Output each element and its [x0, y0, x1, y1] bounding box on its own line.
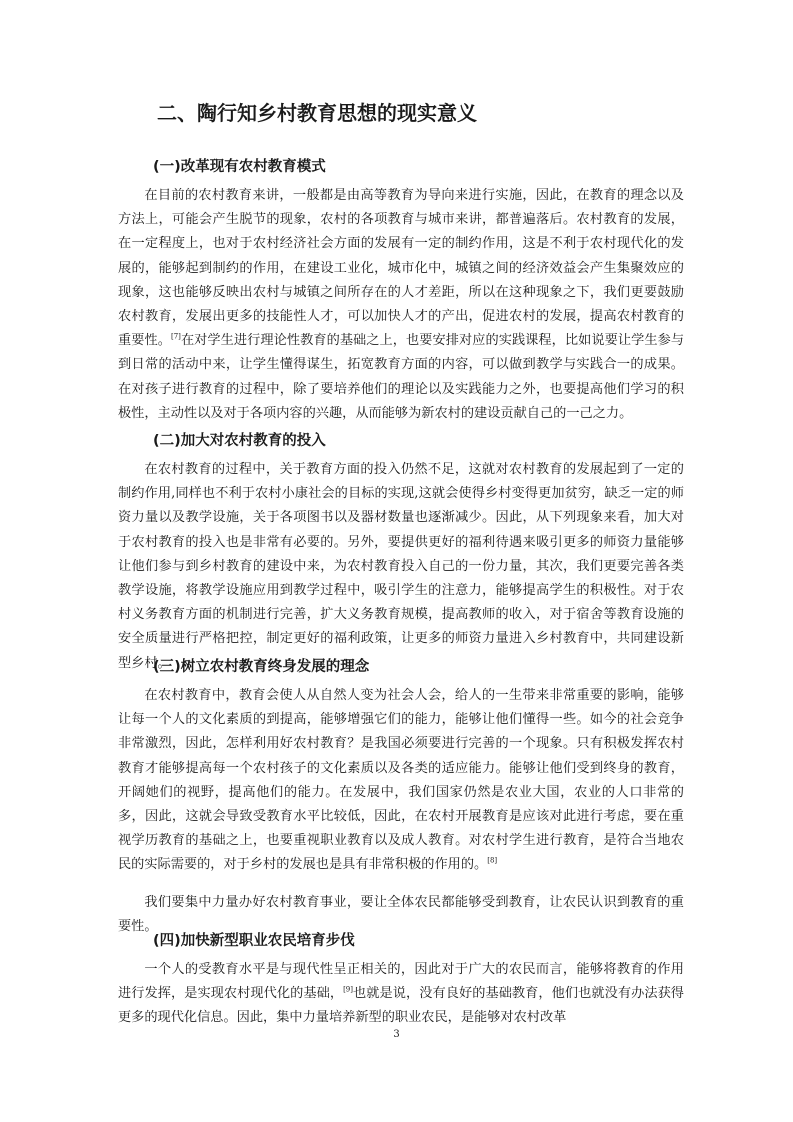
section-1 — [118, 156, 684, 439]
paragraph-text: 在农村教育中，教育会使人从自然人变为社会人会，给人的一生带来非常重要的影响，能够让每一个人的文化素质的到提高，能够增强它们的能力，能够让他们懂得一些。如今的社会竞争非常激烈，因此，怎样利用好农村教育？是我国必须要进行完善的一个现象。只有积极发挥农村教育才能够提高每一个农村孩子的文化素质以及各类的适应能力。能够让他们受到终身的教育，开阔她们的视野，提高他们的能力。在发展中，我们国家仍然是农业大国，农业的人口非常的多，因此，这就会导致受教育水平比较低，因此，在农村开展教育是应该对此进行考虑，要在重视学历教育的基础之上，也要重视职业教育以及成人教育。对农村学生进行教育，是符合当地农民的实际需要的，对于乡村的发展也是具有非常积极的作用的。 — [118, 688, 684, 873]
paragraph — [118, 684, 684, 878]
section-heading: (三)树立农村教育终身发展的理念 — [153, 659, 370, 675]
citation-ref: [9] — [343, 985, 353, 994]
paragraph — [118, 458, 684, 676]
section-4 — [118, 930, 684, 1044]
section-heading: (四)加快新型职业农民培育步伐 — [153, 933, 355, 949]
citation-ref: [8] — [487, 857, 498, 866]
paragraph-text: 在农村教育的过程中，关于教育方面的投入仍然不足，这就对农村教育的发展起到了一定的制约作用,同样也不利于农村小康社会的目标的实现,这就会使得乡村变得更加贫穷，缺乏一定的师资力量以及教学设施，关于各项图书以及器材数量也逐渐减少。因此，从下列现象来看，加大对于农村教育的投入也是非常有必要的。另外，要提供更好的福利待遇来吸引更多的师资力量能够让他们参与到乡村教育的建设中来，为农村教育投入自己的一份力量，其次，我们更要完善各类教学设施，将教学设施应用到教学过程中，吸引学生的注意力，能够提高学生的积极性。对于农村义务教育方面的机制进行完善，扩大义务教育规模，提高教师的收入，对于宿舍等教育设施的安全质量进行严格把控，制定更好的福利政策，让更多的师资力量进入乡村教育中，共同建设新型乡村。 — [118, 462, 684, 671]
paragraph-text: 在对学生进行理论性教育的基础之上，也要安排对应的实践课程，比如说要让学生参与到日常的活动中来，让学生懂得谋生，拓宽教育方面的内容，可以做到教学与实践合一的成果。在对孩子进行教育的过程中，除了要培养他们的理论以及实践能力之外，也要提高他们学习的积极性，主动性以及对于各项内容的兴趣，从而能够为新农村的建设贡献自己的一己之力。 — [118, 333, 685, 421]
paragraph-text: 在目前的农村教育来讲，一般都是由高等教育为导向来进行实施，因此，在教育的理念以及方法上，可能会产生脱节的现象，农村的各项教育与城市来讲，都普遍落后。农村教育的发展，在一定程度上，也对于农村经济社会方面的发展有一定的制约作用，这是不利于农村现代化的发展的，能够起到制约的作用，在建设工业化，城市化中，城镇之间的经济效益会产生集聚效应的现象，这也能够反映出农村与城镇之间所存在的人才差距，所以在这种现象之下，我们更要鼓励农村教育，发展出更多的技能性人才，可以加快人才的产出，促进农村的发展，提高农村教育的重要性。 — [118, 188, 684, 349]
citation-ref: [7] — [170, 332, 181, 341]
section-3 — [118, 656, 684, 952]
page-number: 3 — [393, 1029, 400, 1040]
section-heading: (一)改革现有农村教育模式 — [153, 159, 326, 175]
paragraph-text: 一个人的受教育水平是与现代性呈正相关的，因此对于广大的农民而言，能够将教育的作用进行发挥，是实现农村现代化的基础， — [118, 962, 684, 1002]
paragraph — [118, 184, 684, 426]
section-heading: (二)加大对农村教育的投入 — [153, 433, 326, 449]
paragraph-text: 也就是说，没有良好的基础教育，他们也就没有办法获得更多的现代化信息。因此，集中力量培养新型的职业农民，是能够对农村改革 — [118, 986, 684, 1026]
paragraph-text: 我们要集中力量办好农村教育事业，要让全体农民都能够受到教育，让农民认识到教育的重要性。 — [118, 894, 684, 935]
paragraph — [118, 958, 684, 1031]
page-title: 二、陶行知乡村教育思想的现实意义 — [157, 101, 477, 125]
section-2 — [118, 430, 684, 689]
